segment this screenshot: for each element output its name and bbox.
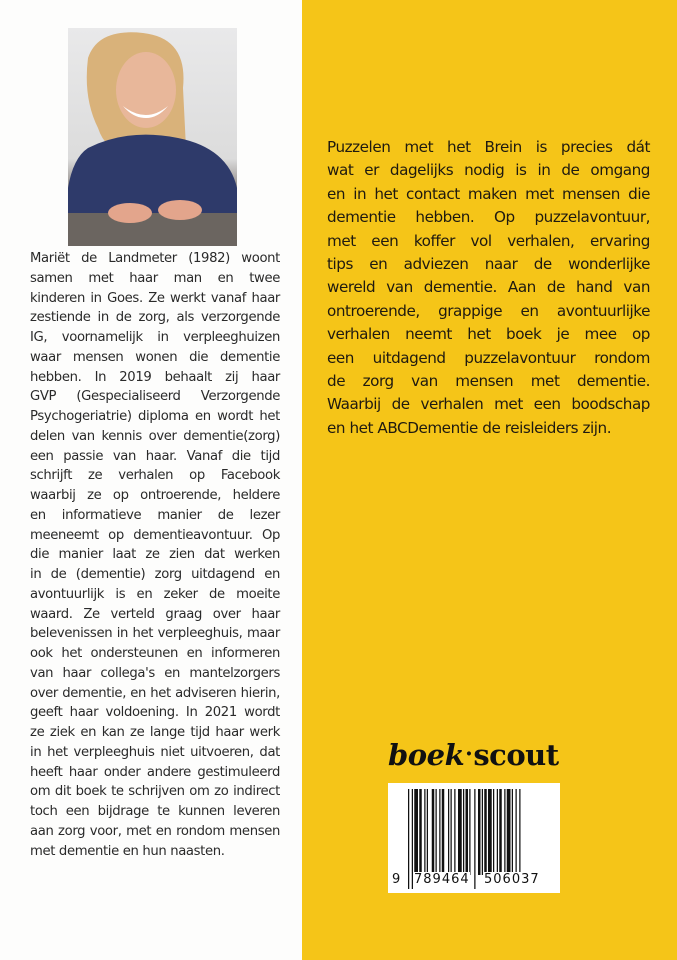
barcode-bar xyxy=(454,789,455,875)
text-line: ook het ondersteunen en informeren xyxy=(30,646,280,661)
text-line: en informatieve manier de lezer xyxy=(30,507,280,523)
barcode-bar xyxy=(512,789,513,875)
barcode-bar xyxy=(469,789,470,875)
text-line: geeft haar voldoening. In 2021 wordt xyxy=(30,705,280,721)
text-line: wereld van dementie. Aan de hand van xyxy=(327,278,650,297)
barcode-bar xyxy=(497,789,498,875)
barcode-bar xyxy=(442,789,445,875)
barcode-bar xyxy=(516,789,517,875)
barcode-bar xyxy=(478,789,481,875)
barcode-group1: 789464 xyxy=(414,872,470,887)
text-line: Mariët de Landmeter (1982) woont xyxy=(30,251,280,266)
barcode-bar xyxy=(499,789,502,875)
barcode-bar xyxy=(466,789,469,875)
text-line: Puzzelen met het Brein is precies dát xyxy=(327,138,650,156)
author-photo xyxy=(68,28,237,246)
text-line: van haar collega's en mantelzorgers xyxy=(30,665,280,681)
barcode-bar xyxy=(419,789,422,875)
barcode-lead-digit: 9 xyxy=(392,872,401,887)
author-bio xyxy=(30,249,280,861)
logo-dot: · xyxy=(465,741,473,767)
text-line: en in het contact maken met mensen die xyxy=(327,184,650,203)
barcode-bar xyxy=(412,789,413,889)
isbn-barcode xyxy=(388,783,560,893)
text-line: een uitdagend puzzelavontuur rondom xyxy=(327,348,650,367)
logo-part2: scout xyxy=(473,738,559,772)
text-line: ontroerende, grappige en avontuurlijke xyxy=(327,301,650,320)
text-line: Psychogeriatrie) diploma en wordt het xyxy=(30,409,280,424)
barcode-group2: 506037 xyxy=(484,872,540,887)
barcode-bar xyxy=(436,789,437,875)
barcode-bar xyxy=(519,789,520,875)
barcode-bar xyxy=(463,789,464,875)
barcode-bar xyxy=(451,789,452,875)
barcode-bar xyxy=(432,789,435,875)
book-blurb xyxy=(327,136,650,440)
boekscout-logo xyxy=(388,738,559,772)
text-line: waar mensen wonen die dementie xyxy=(30,349,280,365)
text-line: kinderen in Goes. Ze werkt vanaf haar xyxy=(30,290,280,306)
barcode-bar xyxy=(439,789,440,875)
text-line: die manier laat ze zien dat werken xyxy=(30,547,280,563)
text-line: avontuurlijk is en zeker de moeite xyxy=(30,586,280,602)
barcode-bar xyxy=(448,789,449,875)
text-line: een passie van haar. Vanaf die tijd xyxy=(30,448,280,464)
text-line: wat er dagelijks nodig is in de omgang xyxy=(327,161,650,180)
text-line: GVP (Gespecialiseerd Verzorgende xyxy=(30,389,280,405)
text-line: waarbij ze op ontroerende, heldere xyxy=(30,488,280,503)
text-line: tips en adviezen naar de wonderlijke xyxy=(327,255,650,274)
text-line: over dementie, en het adviseren hierin, xyxy=(30,685,280,701)
barcode-bar xyxy=(474,789,475,889)
barcode-bar xyxy=(458,789,462,875)
barcode-bar xyxy=(507,789,511,875)
barcode-bar xyxy=(424,789,425,875)
text-line: in het verpleeghuis niet uitvoeren, dat xyxy=(30,744,280,760)
text-line: om dit boek te schrijven om zo indirect xyxy=(30,784,280,800)
text-line: en het ABCDementie de reisleiders zijn. xyxy=(327,418,612,437)
text-line: schrijft ze verhalen op Facebook xyxy=(30,468,280,484)
text-line: zestiende in de zorg, als verzorgende xyxy=(30,310,280,326)
barcode-bar xyxy=(504,789,505,875)
text-line: toch een bijdrage te kunnen leveren xyxy=(30,804,280,819)
text-line: dementie hebben. Op puzzelavontuur, xyxy=(327,208,650,227)
barcode-bar xyxy=(482,789,483,875)
text-line: de zorg van mensen met dementie. xyxy=(327,372,650,391)
text-line: Waarbij de verhalen met een boodschap xyxy=(327,395,650,414)
logo-part1: boek xyxy=(388,738,465,772)
text-line: delen van kennis over dementie(zorg) xyxy=(30,428,280,444)
text-line: met een koffer vol verhalen, ervaring xyxy=(327,231,650,250)
text-line: samen met haar man en twee xyxy=(30,270,280,286)
text-line: aan zorg voor, met en rondom mensen xyxy=(30,823,280,839)
back-cover-left-panel xyxy=(0,0,302,960)
text-line: IG, voornamelijk in verpleeghuizen xyxy=(30,330,280,345)
barcode-bar xyxy=(488,789,492,875)
barcode-bar xyxy=(408,789,409,889)
text-line: hebben. In 2019 behaalt zij haar xyxy=(30,369,280,385)
barcode-bar xyxy=(427,789,428,875)
text-line: waard. Ze verteld graag over haar xyxy=(30,606,280,622)
text-line: belevenissen in het verpleeghuis, maar xyxy=(30,626,280,642)
text-line: heeft haar onder andere gestimuleerd xyxy=(30,764,280,780)
text-line: verhalen neemt het boek je mee op xyxy=(327,325,650,344)
text-line: ze ziek en kan ze lange tijd haar werk xyxy=(30,725,280,740)
text-line: met dementie en hun naasten. xyxy=(30,843,225,859)
barcode-bar xyxy=(493,789,494,875)
text-line: in de (dementie) zorg uitdagend en xyxy=(30,567,280,582)
barcode-bar xyxy=(484,789,487,875)
text-line: meeneemt op dementieavontuur. Op xyxy=(30,527,280,543)
barcode-bar xyxy=(414,789,418,875)
